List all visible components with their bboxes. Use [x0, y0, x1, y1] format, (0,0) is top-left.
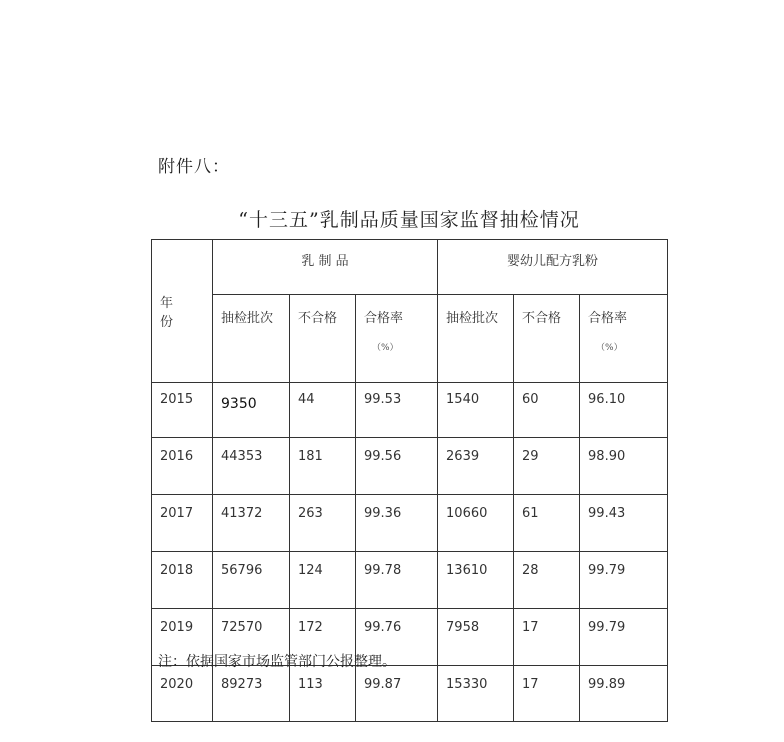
appendix-label: 附件八：: [158, 157, 230, 177]
subheader-dairy-pass-rate: 合格率 （%）: [356, 295, 438, 383]
formula-failed-cell: 61: [514, 495, 580, 552]
year-cell: 2018: [152, 552, 213, 609]
document-title: “十三五”乳制品质量国家监督抽检情况: [238, 209, 580, 231]
table-row: [152, 438, 668, 495]
dairy-failed-cell: 113: [290, 666, 356, 722]
table-row: [152, 495, 668, 552]
formula-batches-cell: 1540: [438, 383, 514, 438]
formula-batches-cell: 7958: [438, 609, 514, 666]
rate-unit: （%）: [372, 343, 399, 353]
formula-pass-rate-cell: 96.10: [580, 383, 668, 438]
rate-unit: （%）: [596, 343, 623, 353]
formula-failed-cell: 60: [514, 383, 580, 438]
source-note: 注：依据国家市场监管部门公报整理。: [158, 654, 396, 670]
year-cell: 2015: [152, 383, 213, 438]
year-cell: 2017: [152, 495, 213, 552]
dairy-batches-cell: 56796: [213, 552, 290, 609]
formula-failed-cell: 28: [514, 552, 580, 609]
year-cell: 2016: [152, 438, 213, 495]
subheader-formula-failed: 不合格: [514, 295, 580, 383]
dairy-batches-cell: 41372: [213, 495, 290, 552]
formula-failed-cell: 29: [514, 438, 580, 495]
formula-batches-cell: 13610: [438, 552, 514, 609]
dairy-batches-cell: 89273: [213, 666, 290, 722]
dairy-failed-cell: 44: [290, 383, 356, 438]
dairy-batches-cell: 72570: [213, 609, 290, 666]
formula-batches-cell: 10660: [438, 495, 514, 552]
dairy-failed-cell: 124: [290, 552, 356, 609]
dairy-pass-rate-cell: 99.76: [356, 609, 438, 666]
group-header-row: [152, 240, 668, 295]
dairy-batches-cell: 44353: [213, 438, 290, 495]
subheader-formula-pass-rate: 合格率 （%）: [580, 295, 668, 383]
year-cell: 2020: [152, 666, 213, 722]
formula-pass-rate-cell: 99.79: [580, 609, 668, 666]
dairy-failed-cell: 263: [290, 495, 356, 552]
subheader-formula-batches: 抽检批次: [438, 295, 514, 383]
dairy-failed-cell: 172: [290, 609, 356, 666]
dairy-pass-rate-cell: 99.56: [356, 438, 438, 495]
formula-pass-rate-cell: 99.43: [580, 495, 668, 552]
formula-batches-cell: 2639: [438, 438, 514, 495]
dairy-batches-cell: 9350: [213, 383, 290, 438]
subheader-dairy-failed: 不合格: [290, 295, 356, 383]
dairy-pass-rate-cell: 99.53: [356, 383, 438, 438]
formula-pass-rate-cell: 98.90: [580, 438, 668, 495]
dairy-pass-rate-cell: 99.36: [356, 495, 438, 552]
year-header: 年 份: [152, 240, 213, 383]
subheader-dairy-batches: 抽检批次: [213, 295, 290, 383]
table-row: [152, 666, 668, 722]
table-row: [152, 383, 668, 438]
group-header-dairy: 乳 制 品: [213, 240, 438, 295]
year-cell: 2019: [152, 609, 213, 666]
formula-pass-rate-cell: 99.89: [580, 666, 668, 722]
formula-failed-cell: 17: [514, 609, 580, 666]
inspection-table: [151, 239, 668, 722]
group-header-infant-formula: 婴幼儿配方乳粉: [438, 240, 668, 295]
formula-failed-cell: 17: [514, 666, 580, 722]
dairy-pass-rate-cell: 99.87: [356, 666, 438, 722]
formula-pass-rate-cell: 99.79: [580, 552, 668, 609]
sub-header-row: [152, 295, 668, 383]
dairy-failed-cell: 181: [290, 438, 356, 495]
formula-batches-cell: 15330: [438, 666, 514, 722]
table-row: [152, 552, 668, 609]
dairy-pass-rate-cell: 99.78: [356, 552, 438, 609]
